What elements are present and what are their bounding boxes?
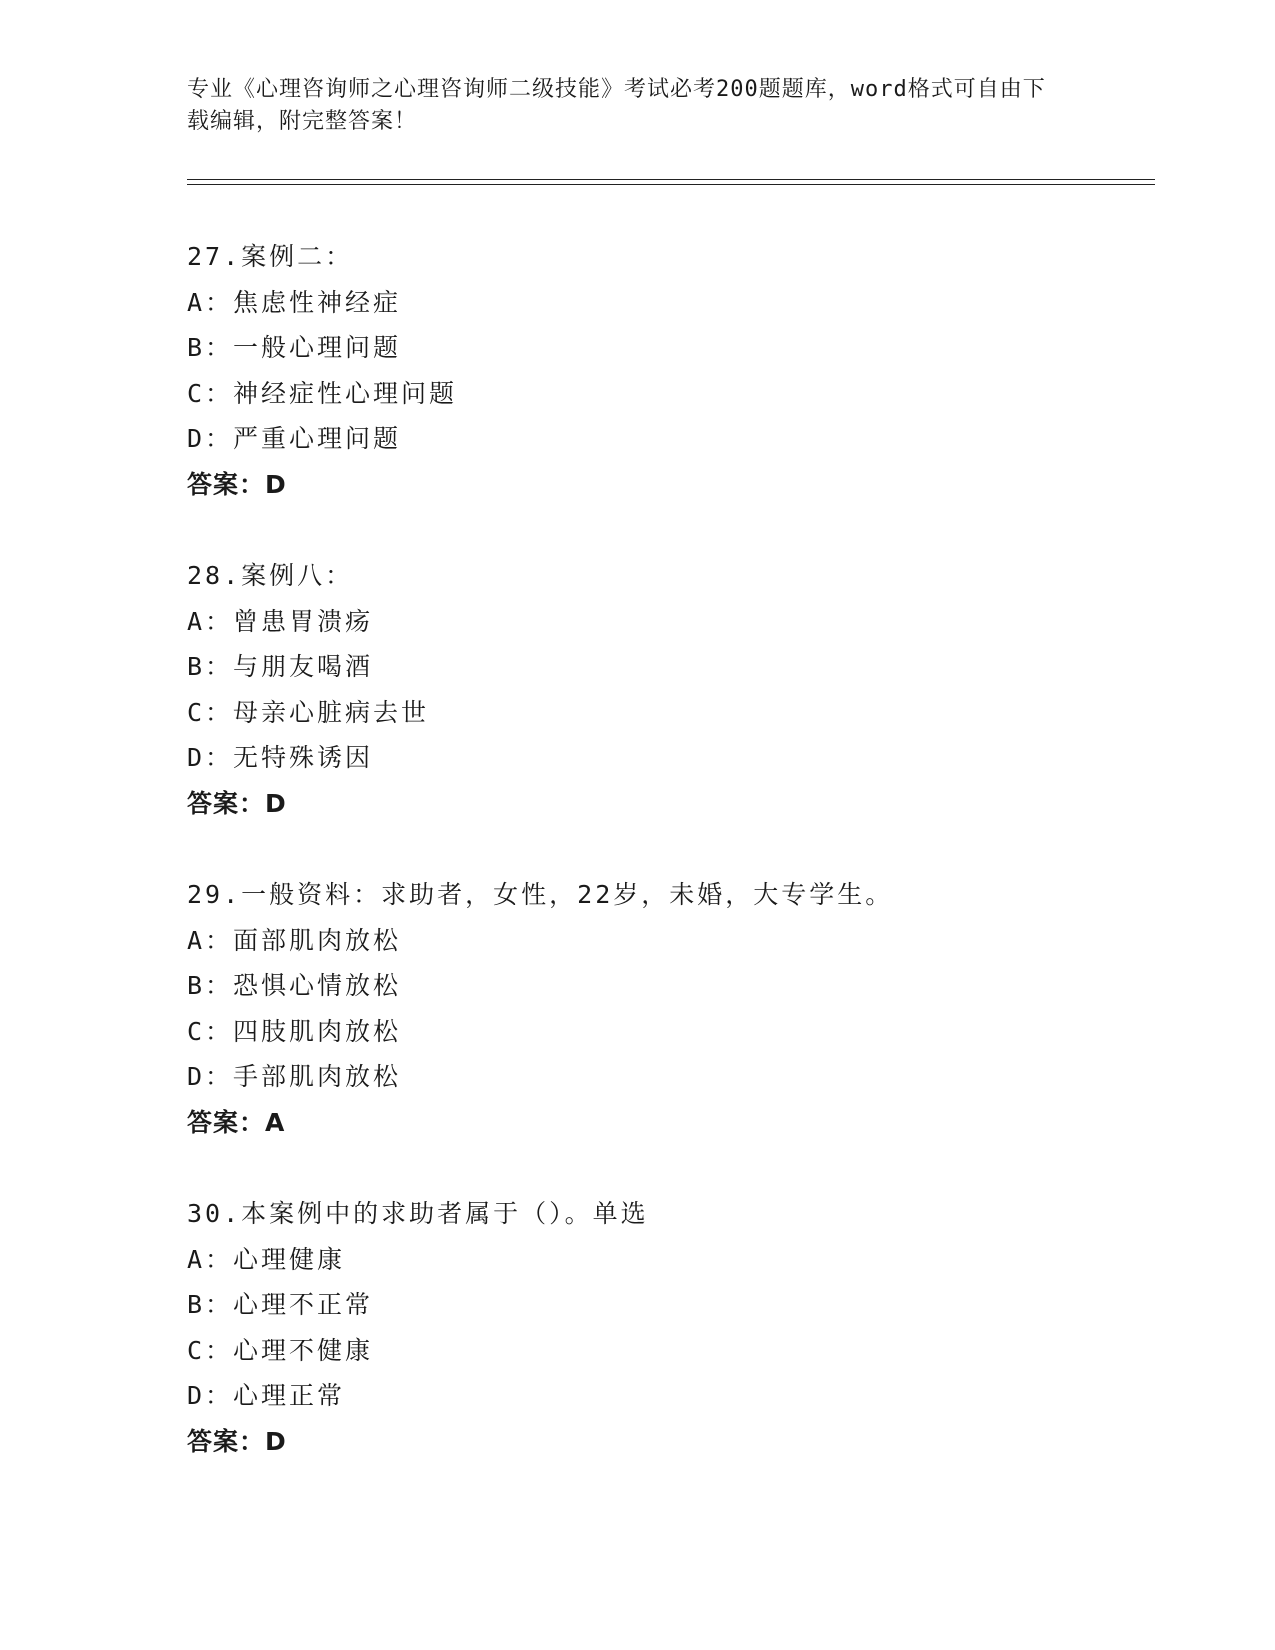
answer: 答案：D [187, 1426, 287, 1456]
option-c: C：母亲心脏病去世 [187, 697, 430, 727]
option-a: A：心理健康 [187, 1244, 346, 1274]
header-divider-top [187, 179, 1155, 180]
document-header: 专业《心理咨询师之心理咨询师二级技能》考试必考200题题库，word格式可自由下载编辑，附完整答案！ [187, 77, 1046, 134]
option-a: A：面部肌肉放松 [187, 925, 402, 955]
option-d: D：严重心理问题 [187, 424, 402, 453]
question-stem: 27.案例二： [187, 242, 354, 271]
question-30 [187, 1191, 1167, 1464]
question-stem: 30.本案例中的求助者属于（）。单选 [187, 1199, 649, 1228]
question-29 [187, 872, 1167, 1145]
option-d: D：心理正常 [187, 1381, 346, 1410]
option-a: A：焦虑性神经症 [187, 287, 402, 317]
option-b: B：恐惧心情放松 [187, 971, 402, 1000]
header-divider-bottom [187, 184, 1155, 185]
question-28 [187, 553, 1167, 826]
answer: 答案：D [187, 788, 287, 818]
question-27 [187, 234, 1167, 507]
option-c: C：心理不健康 [187, 1335, 374, 1365]
option-c: C：四肢肌肉放松 [187, 1016, 402, 1046]
option-b: B：心理不正常 [187, 1290, 374, 1319]
answer: 答案：D [187, 469, 287, 499]
option-b: B：与朋友喝酒 [187, 652, 374, 681]
option-b: B：一般心理问题 [187, 333, 402, 362]
answer: 答案：A [187, 1107, 286, 1137]
option-d: D：无特殊诱因 [187, 743, 374, 772]
question-stem: 28.案例八： [187, 561, 354, 590]
question-stem: 29.一般资料：求助者，女性，22岁，未婚，大专学生。 [187, 880, 894, 909]
option-d: D：手部肌肉放松 [187, 1062, 402, 1091]
option-a: A：曾患胃溃疡 [187, 606, 374, 636]
option-c: C：神经症性心理问题 [187, 378, 458, 408]
